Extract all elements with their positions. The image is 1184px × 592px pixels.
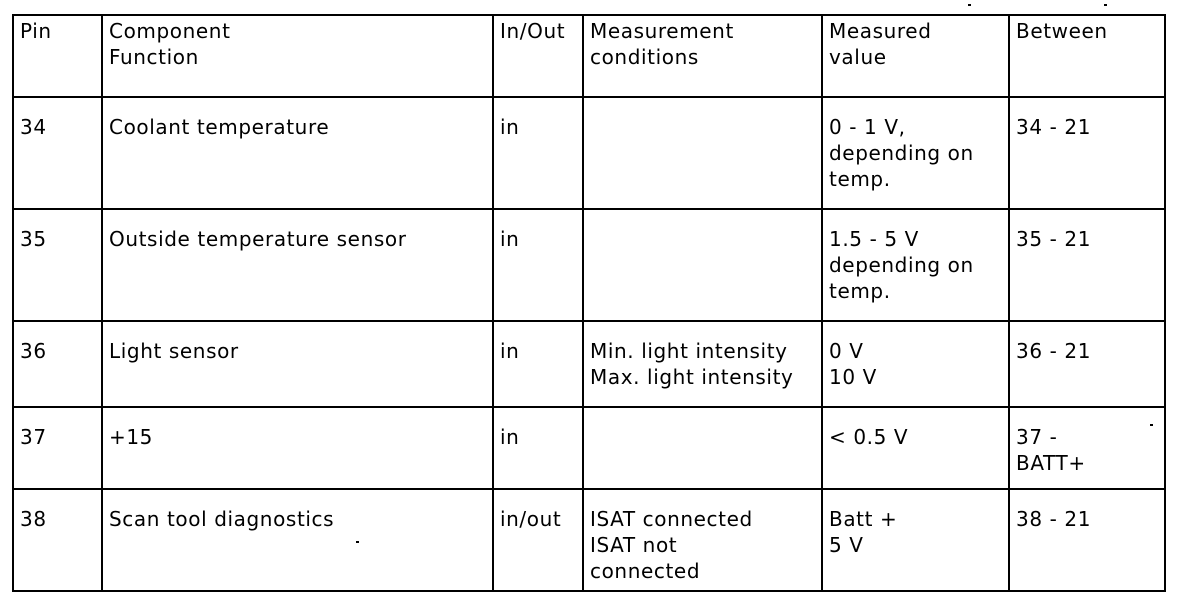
cell-measurement-conditions [583, 209, 822, 321]
scan-speck [968, 4, 971, 6]
table-row [13, 489, 1165, 591]
cell-measured-value: 1.5 - 5 V depending on temp. [822, 209, 1009, 321]
cell-component-function: Outside temperature sensor [102, 209, 493, 321]
header-component-function: Component Function [102, 15, 493, 97]
cell-measured-value: Batt + 5 V [822, 489, 1009, 591]
cell-in-out: in [493, 97, 583, 209]
cell-measured-value: 0 V 10 V [822, 321, 1009, 407]
cell-component-function: Coolant temperature [102, 97, 493, 209]
cell-between: 34 - 21 [1009, 97, 1165, 209]
cell-in-out: in [493, 209, 583, 321]
scan-speck [1104, 4, 1107, 6]
cell-pin: 37 [13, 407, 102, 489]
cell-pin: 38 [13, 489, 102, 591]
header-in-out: In/Out [493, 15, 583, 97]
header-between: Between [1009, 15, 1165, 97]
table-row [13, 209, 1165, 321]
header-pin: Pin [13, 15, 102, 97]
cell-between: 37 - BATT+ [1009, 407, 1165, 489]
cell-between: 38 - 21 [1009, 489, 1165, 591]
table-row [13, 407, 1165, 489]
cell-measurement-conditions: Min. light intensity Max. light intensity [583, 321, 822, 407]
cell-pin: 35 [13, 209, 102, 321]
table-header-row [13, 15, 1165, 97]
table-row [13, 321, 1165, 407]
pin-assignment-table [12, 14, 1166, 592]
cell-component-function: Scan tool diagnostics [102, 489, 493, 591]
header-measured-value: Measured value [822, 15, 1009, 97]
cell-between: 35 - 21 [1009, 209, 1165, 321]
cell-measurement-conditions [583, 407, 822, 489]
cell-pin: 34 [13, 97, 102, 209]
cell-component-function: +15 [102, 407, 493, 489]
cell-measured-value: < 0.5 V [822, 407, 1009, 489]
cell-pin: 36 [13, 321, 102, 407]
cell-measurement-conditions [583, 97, 822, 209]
cell-measurement-conditions: ISAT connected ISAT not connected [583, 489, 822, 591]
cell-in-out: in [493, 407, 583, 489]
cell-in-out: in [493, 321, 583, 407]
cell-measured-value: 0 - 1 V, depending on temp. [822, 97, 1009, 209]
header-measurement-conditions: Measurement conditions [583, 15, 822, 97]
cell-in-out: in/out [493, 489, 583, 591]
cell-between: 36 - 21 [1009, 321, 1165, 407]
table-row [13, 97, 1165, 209]
cell-component-function: Light sensor [102, 321, 493, 407]
